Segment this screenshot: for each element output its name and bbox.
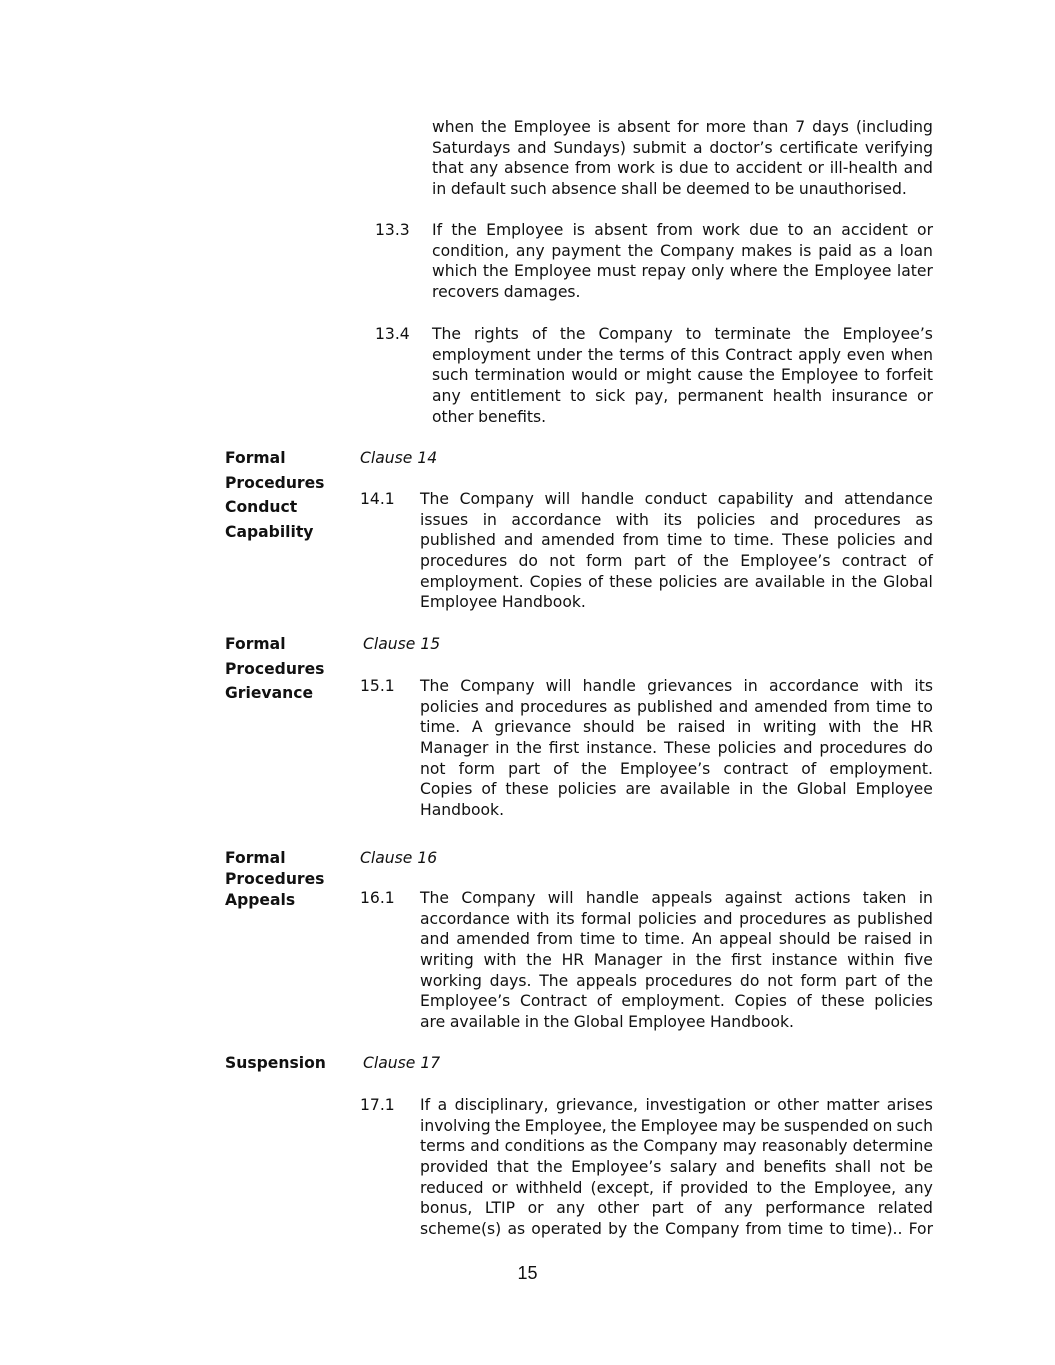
text-line: terms and conditions as the Company may reasonably determine <box>420 1137 933 1156</box>
text-line: Employee’s Contract of employment. Copies of these policies <box>420 992 933 1011</box>
section-label-line: Procedures <box>225 659 325 678</box>
section-label-line: Formal <box>225 449 286 467</box>
text-line: scheme(s) as operated by the Company from time to time).. For <box>420 1220 933 1239</box>
clause-17-1-text <box>420 1095 933 1240</box>
text-line: published and amended from time to time. These policies and <box>420 531 933 550</box>
text-line: Employee Handbook. <box>420 593 586 612</box>
clause-13-3-text <box>432 220 933 303</box>
clause-heading: Clause 17 <box>363 1054 441 1072</box>
clause-number: 13.4 <box>375 325 410 343</box>
text-line: such termination would or might cause the Employee to forfeit <box>432 366 933 385</box>
section-label-line: Capability <box>225 523 314 542</box>
text-line: condition, any payment the Company makes is paid as a loan <box>432 241 933 260</box>
text-line: The Company will handle appeals against actions taken in <box>420 889 933 907</box>
section-label-line: Formal <box>225 849 286 867</box>
text-line: bonus, LTIP or any other part of any performance related <box>420 1199 933 1218</box>
text-line: policies and procedures as published and amended from time to <box>420 697 933 716</box>
text-line: issues in accordance with its policies and procedures as <box>420 510 933 529</box>
text-line: provided that the Employee’s salary and benefits shall not be <box>420 1158 933 1177</box>
page-number: 15 <box>517 1263 538 1283</box>
text-line: in default such absence shall be deemed to be unauthorised. <box>432 180 907 199</box>
text-line: any entitlement to sick pay, permanent health insurance or <box>432 387 933 406</box>
text-line: time. A grievance should be raised in writing with the HR <box>420 718 933 737</box>
section-label-line: Grievance <box>225 684 314 703</box>
text-line: involving the Employee, the Employee may be suspended on such <box>420 1116 933 1135</box>
section-label-formal-procedures-conduct-capability <box>225 448 324 547</box>
section-label-formal-procedures-grievance <box>225 634 324 708</box>
section-label-line: Appeals <box>225 891 296 909</box>
clause-14-1-text <box>420 489 933 613</box>
section-label-line: Procedures <box>225 870 325 888</box>
section-label-line: Formal <box>225 635 286 653</box>
text-line: procedures do not form part of the Employee’s contract of <box>420 552 933 571</box>
text-line: The rights of the Company to terminate the Employee’s <box>432 325 933 343</box>
text-line: recovers damages. <box>432 283 581 302</box>
text-line: not form part of the Employee’s contract of employment. <box>420 759 933 778</box>
section-label-line: Procedures <box>225 473 325 492</box>
text-line: Saturdays and Sundays) submit a doctor’s certificate verifying <box>432 138 933 157</box>
text-line: and amended from time to time. An appeal should be raised in <box>420 930 933 949</box>
text-line: working days. The appeals procedures do not form part of the <box>420 971 933 990</box>
text-line: Copies of these policies are available in the Global Employee <box>420 780 933 799</box>
text-line: If the Employee is absent from work due to an accident or <box>432 221 933 239</box>
text-line: are available in the Global Employee Handbook. <box>420 1013 794 1032</box>
clause-number: 15.1 <box>360 677 395 695</box>
clause-13-4-text <box>432 324 933 427</box>
text-line: that any absence from work is due to accident or ill-health and <box>432 159 933 178</box>
text-line: other benefits. <box>432 407 547 426</box>
clause-number: 14.1 <box>360 490 395 508</box>
text-line: If a disciplinary, grievance, investigation or other matter arises <box>420 1096 933 1114</box>
section-label-suspension <box>225 1053 326 1078</box>
text-line: when the Employee is absent for more than 7 days (including <box>432 118 933 136</box>
clause-heading: Clause 15 <box>363 635 441 653</box>
text-line: employment under the terms of this Contract apply even when <box>432 345 933 364</box>
clause-number: 17.1 <box>360 1096 395 1114</box>
text-line: reduced or withheld (except, if provided to the Employee, any <box>420 1178 933 1197</box>
text-line: accordance with its formal policies and procedures as published <box>420 909 933 928</box>
section-label-line: Conduct <box>225 498 298 517</box>
clause-13-2-continuation <box>432 117 933 200</box>
clause-15-1-text <box>420 676 933 821</box>
section-label-formal-procedures-appeals <box>225 848 324 911</box>
text-line: The Company will handle conduct capability and attendance <box>420 490 933 508</box>
section-label-line: Suspension <box>225 1054 326 1072</box>
clause-number: 13.3 <box>375 221 410 239</box>
clause-heading: Clause 14 <box>360 449 438 467</box>
text-line: Handbook. <box>420 801 505 820</box>
clause-number: 16.1 <box>360 889 395 907</box>
text-line: employment. Copies of these policies are available in the Global <box>420 572 933 591</box>
text-line: Manager in the first instance. These policies and procedures do <box>420 739 933 758</box>
clause-16-1-text <box>420 888 933 1033</box>
clause-heading: Clause 16 <box>360 849 438 867</box>
text-line: writing with the HR Manager in the first instance within five <box>420 951 933 970</box>
text-line: The Company will handle grievances in accordance with its <box>420 677 933 695</box>
text-line: which the Employee must repay only where the Employee later <box>432 262 933 281</box>
